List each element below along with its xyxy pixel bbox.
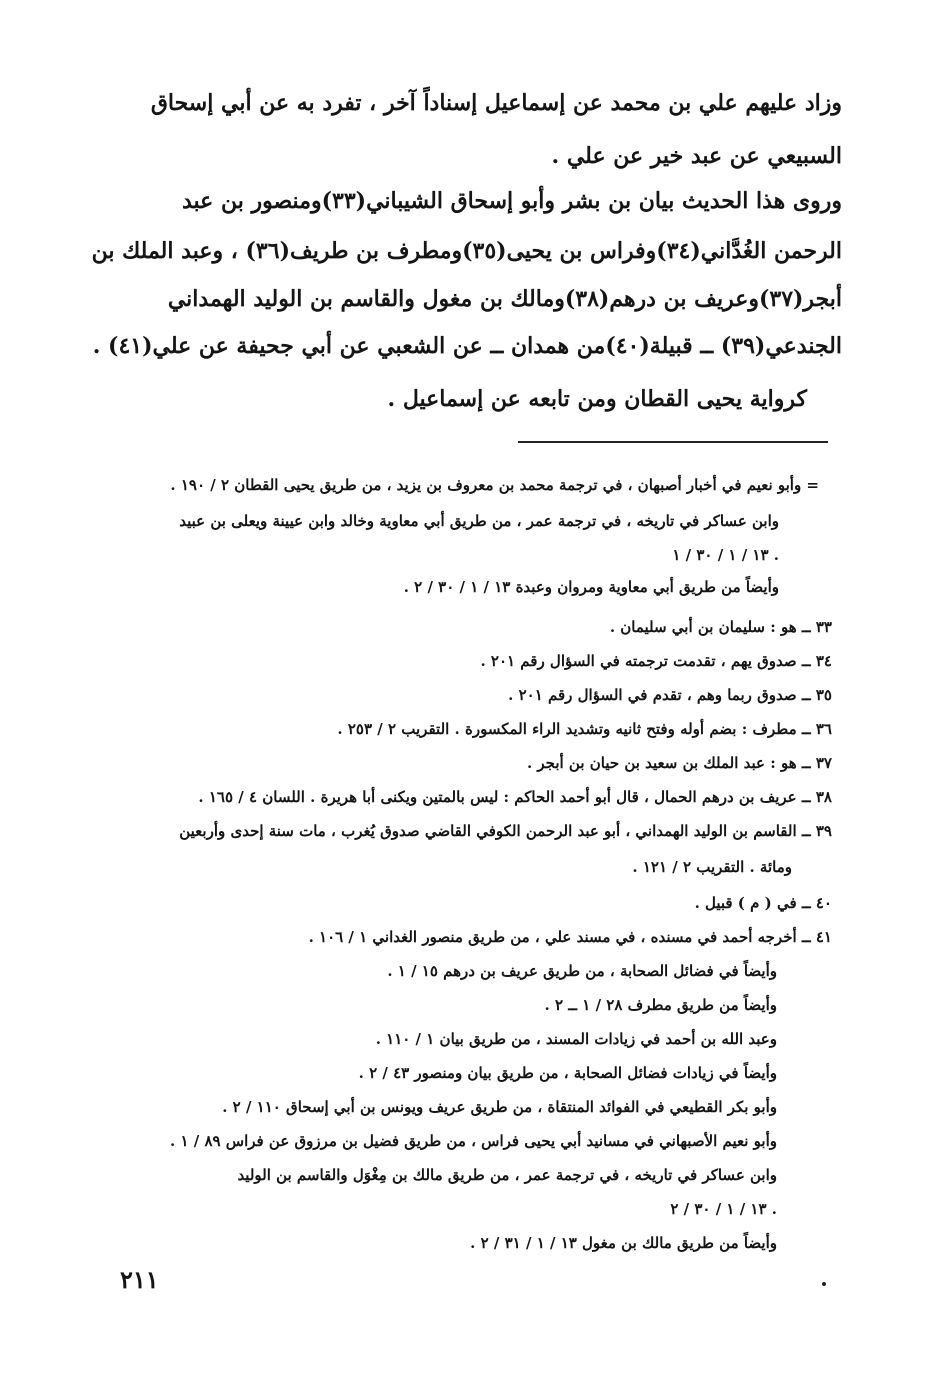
main-text-line: كرواية يحيى القطان ومن تابعه عن إسماعيل . [387,386,807,412]
footnote-line: ٣٩ ــ القاسم بن الوليد الهمداني ، أبو عبد الرحمن الكوفي القاضي صدوق يُغرب ، مات سنة إحدى وأربعين [179,822,832,840]
footnote-line: ١٣ / ١ / ٣٠ / ١ . [672,546,779,564]
footnote-line: ٣٣ ــ هو : سليمان بن أبي سليمان . [609,618,832,636]
main-text-line: الجندعي(٣٩) ــ قبيلة(٤٠)من همدان ــ عن الشعبي عن أبي جحيفة عن علي(٤١) . [92,333,842,359]
footnote-line: ٤١ ــ أخرجه أحمد في مسنده ، في مسند علي ، من طريق منصور الغداني ١ / ١٠٦ . [308,928,832,946]
page-mark [822,1282,826,1286]
footnote-line: وأيضاً من طريق أبي معاوية ومروان وعبدة ١٣ / ١ / ٣٠ / ٢ . [403,578,779,596]
footnote-line: ٣٧ ــ هو : عبد الملك بن سعيد بن حيان بن أبجر . [526,754,832,772]
footnote-separator [518,441,828,443]
footnote-line: وأيضاً من طريق مطرف ٢٨ / ١ ــ ٢ . [544,996,777,1014]
footnote-line: وأيضاً من طريق مالك بن مغول ١٣ / ١ / ٣١ / ٢ . [470,1234,777,1252]
footnote-line: وأيضاً في زيادات فضائل الصحابة ، من طريق بيان ومنصور ٤٣ / ٢ . [358,1064,777,1082]
footnote-line: وأبو بكر القطيعي في الفوائد المنتقاة ، من طريق عريف ويونس بن أبي إسحاق ١١٠ / ٢ . [222,1098,777,1116]
footnote-line: ٣٤ ــ صدوق يهم ، تقدمت ترجمته في السؤال رقم ٢٠١ . [480,652,832,670]
footnote-line: وعبد الله بن أحمد في زيادات المسند ، من طريق بيان ١ / ١١٠ . [375,1030,777,1048]
main-text-line: وروى هذا الحديث بيان بن بشر وأبو إسحاق الشيباني(٣٣)ومنصور بن عبد [181,188,842,214]
footnote-line: ٣٦ ــ مطرف : بضم أوله وفتح ثانيه وتشديد الراء المكسورة . التقريب ٢ / ٢٥٣ . [337,720,832,738]
footnote-line: ٣٨ ــ عريف بن درهم الحمال ، قال أبو أحمد الحاكم : ليس بالمتين ويكنى أبا هريرة . اللسان ٤ / ١٦٥ . [198,788,832,806]
footnote-line: وابن عساكر في تاريخه ، في ترجمة عمر ، من طريق مالك بن مِغْوَل والقاسم بن الوليد [237,1166,777,1184]
footnote-line: ٣٥ ــ صدوق ربما وهم ، تقدم في السؤال رقم ٢٠١ . [508,686,832,704]
main-text-line: الرحمن الغُدَّاني(٣٤)وفراس بن يحيى(٣٥)ومطرف بن طريف(٣٦) ، وعبد الملك بن [91,238,842,264]
main-text-line: أبجر(٣٧)وعريف بن درهم(٣٨)ومالك بن مغول والقاسم بن الوليد الهمداني [167,286,842,312]
footnote-line: = وأبو نعيم في أخبار أصبهان ، في ترجمة محمد بن معروف بن يزيد ، من طريق يحيى القطان ٢ / ١٩٠ . [170,476,819,494]
page-number: ٢١١ [120,1265,159,1294]
footnote-line: وابن عساكر في تاريخه ، في ترجمة عمر ، من طريق أبي معاوية وخالد وابن عيينة ويعلى بن عبيد [179,512,779,530]
footnote-line: ١٣ / ١ / ٣٠ / ٢ . [670,1200,777,1218]
footnote-line: وأبو نعيم الأصبهاني في مسانيد أبي يحيى فراس ، من طريق فضيل بن مرزوق عن فراس ٨٩ / ١ . [169,1132,777,1150]
footnote-line: ٤٠ ــ في ( م ) قبيل . [694,894,832,912]
main-text-line: السبيعي عن عبد خير عن علي . [551,143,842,169]
footnote-line: وأيضاً في فضائل الصحابة ، من طريق عريف بن درهم ١٥ / ١ . [387,962,777,980]
footnote-line: ومائة . التقريب ٢ / ١٢١ . [632,858,792,876]
main-text-line: وزاد عليهم علي بن محمد عن إسماعيل إسناداً آخر ، تفرد به عن أبي إسحاق [150,90,842,116]
